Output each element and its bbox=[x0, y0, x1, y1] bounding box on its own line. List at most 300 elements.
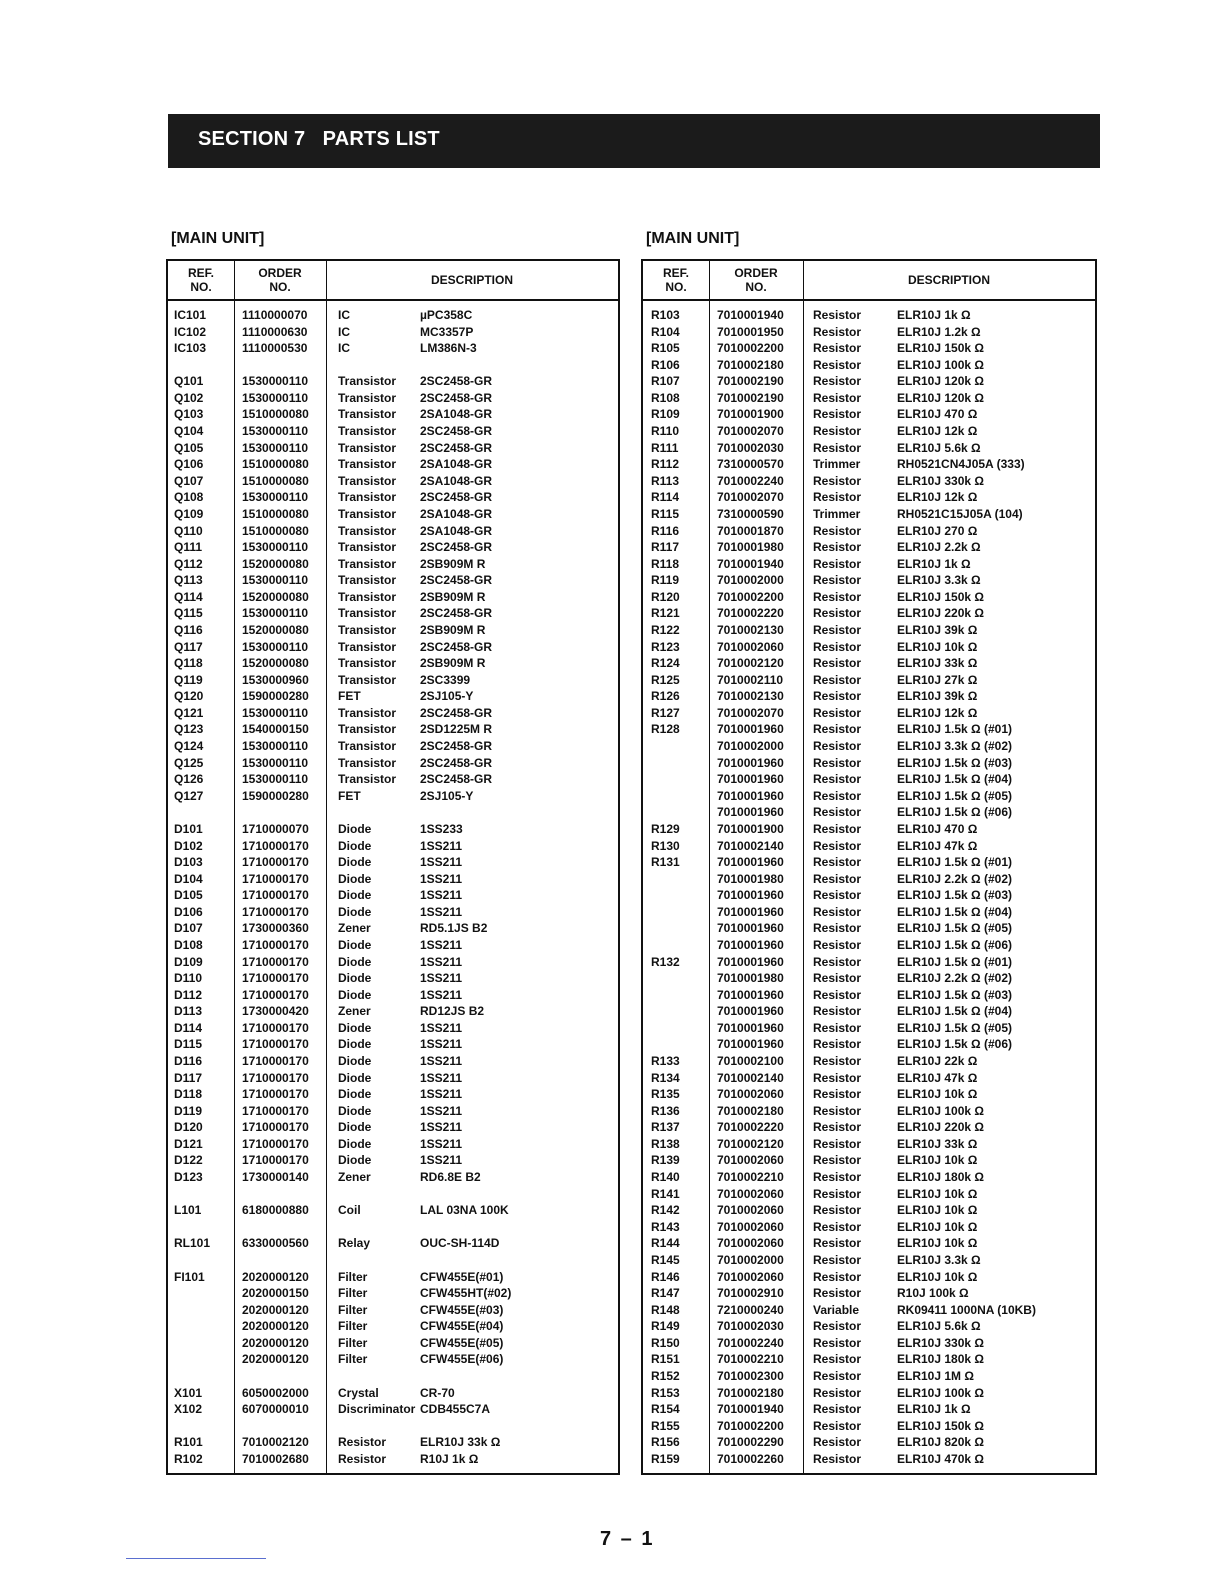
part-type: Resistor bbox=[813, 1070, 862, 1085]
table-row bbox=[168, 655, 618, 672]
order-no: 7210000240 bbox=[717, 1302, 784, 1317]
part-type: Resistor bbox=[813, 805, 862, 820]
rows bbox=[643, 307, 1095, 1467]
ref-no: FI101 bbox=[174, 1269, 205, 1284]
order-no: 7010002060 bbox=[717, 1219, 784, 1234]
order-no: 7010002200 bbox=[717, 1418, 784, 1433]
order-no: 1530000110 bbox=[242, 374, 309, 389]
part-value: 2SB909M R bbox=[420, 589, 486, 604]
order-no: 7010002000 bbox=[717, 739, 784, 754]
table-row bbox=[643, 672, 1095, 689]
part-value: CDB455C7A bbox=[420, 1402, 491, 1417]
table-row bbox=[168, 622, 618, 639]
table-row bbox=[168, 489, 618, 506]
part-value: ELR10J 12k Ω bbox=[897, 424, 978, 439]
ref-no: R101 bbox=[174, 1435, 203, 1450]
table-row bbox=[643, 655, 1095, 672]
ref-no: Q102 bbox=[174, 390, 204, 405]
part-type: Transistor bbox=[338, 390, 397, 405]
ref-no: X101 bbox=[174, 1385, 203, 1400]
part-type: Trimmer bbox=[813, 506, 861, 521]
table-row bbox=[168, 854, 618, 871]
table-row bbox=[168, 1169, 618, 1186]
order-no: 7010002240 bbox=[717, 1335, 784, 1350]
part-type: Resistor bbox=[813, 1402, 862, 1417]
part-value: RH0521CN4J05A (333) bbox=[897, 457, 1025, 472]
part-type: Resistor bbox=[813, 705, 862, 720]
ref-no: D121 bbox=[174, 1136, 203, 1151]
table-row bbox=[168, 1086, 618, 1103]
part-type: Resistor bbox=[813, 390, 862, 405]
table-row bbox=[168, 904, 618, 921]
part-type: Resistor bbox=[813, 473, 862, 488]
part-type: Resistor bbox=[813, 523, 862, 538]
table-row bbox=[643, 871, 1095, 888]
ref-no: D118 bbox=[174, 1087, 203, 1102]
table-row bbox=[643, 589, 1095, 606]
table-row bbox=[643, 1451, 1095, 1468]
ref-no: R117 bbox=[651, 540, 680, 555]
order-no: 7010002070 bbox=[717, 424, 784, 439]
part-type: Transistor bbox=[338, 424, 397, 439]
table-row bbox=[168, 821, 618, 838]
table-row bbox=[643, 622, 1095, 639]
part-value: 1SS211 bbox=[420, 838, 463, 853]
part-value: µPC358C bbox=[420, 308, 473, 322]
table-row bbox=[643, 1269, 1095, 1286]
ref-no: Q114 bbox=[174, 589, 203, 604]
table-row bbox=[168, 324, 618, 341]
part-value: MC3357P bbox=[420, 324, 474, 339]
part-value: 2SA1048-GR bbox=[420, 523, 493, 538]
part-value: ELR10J 1M Ω bbox=[897, 1369, 974, 1383]
table-row bbox=[168, 1136, 618, 1153]
table-row bbox=[168, 887, 618, 904]
part-type: Diode bbox=[338, 954, 372, 969]
part-value: ELR10J 1.5k Ω (#04) bbox=[897, 904, 1013, 919]
order-no: 7010002120 bbox=[717, 656, 784, 671]
part-type: IC bbox=[338, 308, 350, 322]
order-no: 1110000530 bbox=[242, 341, 308, 356]
part-value: CFW455HT(#02) bbox=[420, 1286, 512, 1301]
part-type: Resistor bbox=[813, 739, 862, 754]
order-no: 7010001960 bbox=[717, 937, 784, 952]
ref-no: D123 bbox=[174, 1170, 203, 1185]
order-no: 7010002060 bbox=[717, 1203, 784, 1218]
order-no: 7010002060 bbox=[717, 1186, 784, 1201]
order-no: 6180000880 bbox=[242, 1203, 309, 1218]
part-type: Crystal bbox=[338, 1385, 379, 1400]
section-title: SECTION 7 PARTS LIST bbox=[198, 128, 440, 150]
order-no: 1520000080 bbox=[242, 656, 309, 671]
ref-no: R150 bbox=[651, 1335, 680, 1350]
order-no: 1520000080 bbox=[242, 556, 309, 571]
part-type: Resistor bbox=[813, 821, 862, 836]
part-value: RK09411 1000NA (10KB) bbox=[897, 1302, 1036, 1317]
part-type: Resistor bbox=[813, 971, 862, 986]
part-value: ELR10J 5.6k Ω bbox=[897, 440, 981, 455]
order-no: 1710000170 bbox=[242, 1153, 309, 1168]
order-no: 1710000170 bbox=[242, 1087, 309, 1102]
ref-no: R149 bbox=[651, 1319, 680, 1334]
part-type: Resistor bbox=[813, 556, 862, 571]
ref-no: D108 bbox=[174, 937, 203, 952]
table-row bbox=[643, 572, 1095, 589]
part-value: ELR10J 10k Ω bbox=[897, 1269, 978, 1284]
part-type: Transistor bbox=[338, 573, 397, 588]
ref-no: Q107 bbox=[174, 473, 204, 488]
part-value: 1SS211 bbox=[420, 1070, 463, 1085]
table-row bbox=[643, 738, 1095, 755]
parts-table-right bbox=[641, 259, 1097, 1475]
part-value: 1SS211 bbox=[420, 954, 463, 969]
ref-no: R142 bbox=[651, 1203, 680, 1218]
ref-no: Q118 bbox=[174, 656, 203, 671]
part-type: Relay bbox=[338, 1236, 371, 1251]
table-row bbox=[643, 920, 1095, 937]
table-row bbox=[643, 506, 1095, 523]
order-no: 7010002070 bbox=[717, 490, 784, 505]
part-value: CFW455E(#06) bbox=[420, 1352, 504, 1367]
ref-no: D103 bbox=[174, 855, 203, 870]
order-no: 7010002210 bbox=[717, 1170, 784, 1185]
part-type: Resistor bbox=[813, 904, 862, 919]
order-no: 7010001960 bbox=[717, 1004, 784, 1019]
part-type: Resistor bbox=[813, 1136, 862, 1151]
part-type: Filter bbox=[338, 1335, 368, 1350]
ref-no-header: REF. NO. bbox=[662, 266, 689, 294]
table-row bbox=[643, 954, 1095, 971]
order-no: 1530000110 bbox=[242, 755, 309, 770]
order-no: 1710000170 bbox=[242, 888, 309, 903]
part-type: Transistor bbox=[338, 656, 397, 671]
table-row bbox=[643, 539, 1095, 556]
ref-no: Q125 bbox=[174, 755, 204, 770]
table-row bbox=[643, 1401, 1095, 1418]
table-row bbox=[643, 721, 1095, 738]
table-row bbox=[643, 456, 1095, 473]
part-type: Filter bbox=[338, 1352, 368, 1367]
part-value: 2SC3399 bbox=[420, 672, 471, 687]
table-row bbox=[168, 871, 618, 888]
table-row bbox=[643, 705, 1095, 722]
ref-no: R153 bbox=[651, 1385, 680, 1400]
order-no: 1710000170 bbox=[242, 987, 309, 1002]
table-row bbox=[643, 605, 1095, 622]
part-value: 1SS211 bbox=[420, 1020, 463, 1035]
part-type: Resistor bbox=[813, 1319, 862, 1334]
order-no: 1530000110 bbox=[242, 772, 309, 787]
part-type: Transistor bbox=[338, 772, 397, 787]
part-value: ELR10J 10k Ω bbox=[897, 1236, 978, 1251]
ref-no: X102 bbox=[174, 1402, 203, 1417]
ref-no: Q115 bbox=[174, 606, 203, 621]
ref-no: Q120 bbox=[174, 689, 204, 704]
part-value: ELR10J 22k Ω bbox=[897, 1054, 978, 1069]
part-type: Zener bbox=[338, 1004, 371, 1019]
order-no: 1530000110 bbox=[242, 540, 309, 555]
table-row bbox=[643, 1418, 1095, 1435]
table-row bbox=[168, 1451, 618, 1468]
ref-no: R156 bbox=[651, 1435, 680, 1450]
order-no: 1730000360 bbox=[242, 921, 309, 936]
part-value: CFW455E(#03) bbox=[420, 1302, 504, 1317]
part-value: 2SB909M R bbox=[420, 622, 486, 637]
ref-no: R159 bbox=[651, 1451, 680, 1466]
table-row bbox=[643, 1335, 1095, 1352]
ref-no: R123 bbox=[651, 639, 680, 654]
part-type: Transistor bbox=[338, 739, 397, 754]
part-type: Resistor bbox=[813, 987, 862, 1002]
table-row bbox=[168, 1285, 618, 1302]
part-value: ELR10J 270 Ω bbox=[897, 523, 978, 538]
part-type: Resistor bbox=[813, 407, 862, 422]
part-value: ELR10J 180k Ω bbox=[897, 1170, 985, 1185]
ref-no: R145 bbox=[651, 1252, 680, 1267]
order-no: 1730000420 bbox=[242, 1004, 309, 1019]
ref-no: R155 bbox=[651, 1418, 680, 1433]
ref-no: R137 bbox=[651, 1120, 680, 1135]
part-type: Diode bbox=[338, 1070, 372, 1085]
table-row bbox=[168, 1418, 618, 1435]
part-value: CFW455E(#04) bbox=[420, 1319, 504, 1334]
table-row bbox=[168, 1053, 618, 1070]
table-row bbox=[168, 639, 618, 656]
part-value: ELR10J 180k Ω bbox=[897, 1352, 985, 1367]
table-header bbox=[168, 261, 618, 301]
ref-no: R132 bbox=[651, 954, 680, 969]
table-row bbox=[168, 954, 618, 971]
part-value: ELR10J 120k Ω bbox=[897, 390, 985, 405]
ref-no: R108 bbox=[651, 390, 680, 405]
part-type: Resistor bbox=[813, 1004, 862, 1019]
part-type: Resistor bbox=[813, 1219, 862, 1234]
part-type: Resistor bbox=[813, 540, 862, 555]
ref-no: D109 bbox=[174, 954, 203, 969]
table-row bbox=[168, 572, 618, 589]
order-no: 7010002030 bbox=[717, 1319, 784, 1334]
table-row bbox=[168, 1252, 618, 1269]
order-no: 7010002060 bbox=[717, 1269, 784, 1284]
part-value: 2SA1048-GR bbox=[420, 506, 493, 521]
order-no: 1710000170 bbox=[242, 1037, 309, 1052]
part-type: Resistor bbox=[813, 937, 862, 952]
part-type: Coil bbox=[338, 1203, 361, 1218]
part-value: CFW455E(#01) bbox=[420, 1269, 504, 1284]
ref-no: L101 bbox=[174, 1203, 202, 1218]
parts-table-left bbox=[166, 259, 620, 1475]
order-no: 7010002220 bbox=[717, 1120, 784, 1135]
part-type: Resistor bbox=[813, 888, 862, 903]
table-row bbox=[168, 539, 618, 556]
ref-no: R126 bbox=[651, 689, 680, 704]
part-type: Transistor bbox=[338, 506, 397, 521]
part-type: Resistor bbox=[813, 1352, 862, 1367]
ref-no: R121 bbox=[651, 606, 680, 621]
part-type: Resistor bbox=[813, 424, 862, 439]
description-header: DESCRIPTION bbox=[907, 273, 990, 287]
ref-no: R112 bbox=[651, 457, 680, 472]
order-no: 6050002000 bbox=[242, 1385, 309, 1400]
part-value: ELR10J 470 Ω bbox=[897, 821, 978, 836]
table-row bbox=[643, 854, 1095, 871]
table-row bbox=[643, 804, 1095, 821]
part-value: ELR10J 1k Ω bbox=[897, 308, 971, 322]
page-number: 7 – 1 bbox=[600, 1528, 655, 1550]
ref-no: R124 bbox=[651, 656, 680, 671]
footer-rule bbox=[126, 1558, 266, 1559]
order-no: 7010001960 bbox=[717, 855, 784, 870]
part-value: 1SS211 bbox=[420, 888, 463, 903]
table-row bbox=[643, 307, 1095, 324]
ref-no: Q105 bbox=[174, 440, 204, 455]
part-type: Resistor bbox=[813, 308, 862, 322]
part-value: ELR10J 120k Ω bbox=[897, 374, 985, 389]
part-type: Resistor bbox=[813, 755, 862, 770]
part-type: Filter bbox=[338, 1302, 368, 1317]
table-row bbox=[643, 1053, 1095, 1070]
part-type: Resistor bbox=[813, 1451, 862, 1466]
ref-no: R139 bbox=[651, 1153, 680, 1168]
part-type: FET bbox=[338, 788, 361, 803]
ref-no: Q112 bbox=[174, 556, 203, 571]
table-row bbox=[168, 1119, 618, 1136]
ref-no: R122 bbox=[651, 622, 680, 637]
ref-no: D114 bbox=[174, 1020, 203, 1035]
order-no: 7010001960 bbox=[717, 954, 784, 969]
part-type: Resistor bbox=[813, 341, 862, 356]
part-type: Transistor bbox=[338, 606, 397, 621]
table-row bbox=[168, 771, 618, 788]
ref-no: IC102 bbox=[174, 324, 207, 339]
part-type: IC bbox=[338, 341, 350, 356]
ref-no: R107 bbox=[651, 374, 680, 389]
part-value: 2SC2458-GR bbox=[420, 606, 493, 621]
part-value: ELR10J 33k Ω bbox=[897, 656, 978, 671]
ref-no: Q123 bbox=[174, 722, 204, 737]
table-row bbox=[643, 1119, 1095, 1136]
ref-no: Q101 bbox=[174, 374, 204, 389]
part-value: ELR10J 10k Ω bbox=[897, 639, 978, 654]
order-no: 7010001960 bbox=[717, 921, 784, 936]
part-value: ELR10J 1.5k Ω (#04) bbox=[897, 1004, 1013, 1019]
order-no: 1710000170 bbox=[242, 954, 309, 969]
part-value: 2SC2458-GR bbox=[420, 639, 493, 654]
order-no: 1710000170 bbox=[242, 1054, 309, 1069]
order-no: 7010002140 bbox=[717, 838, 784, 853]
part-type: Diode bbox=[338, 1153, 372, 1168]
order-no: 2020000120 bbox=[242, 1319, 309, 1334]
section-header-bar bbox=[168, 114, 1100, 168]
order-no: 1510000080 bbox=[242, 506, 309, 521]
order-no: 1710000170 bbox=[242, 1020, 309, 1035]
part-type: Transistor bbox=[338, 523, 397, 538]
part-type: Diode bbox=[338, 971, 372, 986]
ref-no: R143 bbox=[651, 1219, 680, 1234]
order-no: 7010002680 bbox=[242, 1451, 309, 1466]
table-row bbox=[643, 390, 1095, 407]
part-type: Discriminator bbox=[338, 1402, 416, 1417]
part-type: Filter bbox=[338, 1319, 368, 1334]
table-row bbox=[643, 556, 1095, 573]
table-row bbox=[643, 821, 1095, 838]
ref-no: D110 bbox=[174, 971, 203, 986]
part-type: Resistor bbox=[813, 1203, 862, 1218]
table-row bbox=[643, 1219, 1095, 1236]
part-value: ELR10J 5.6k Ω bbox=[897, 1319, 981, 1334]
part-value: 1SS211 bbox=[420, 1087, 463, 1102]
table-row bbox=[643, 1235, 1095, 1252]
order-no: 7010002130 bbox=[717, 622, 784, 637]
part-value: 2SC2458-GR bbox=[420, 424, 493, 439]
part-type: Resistor bbox=[813, 772, 862, 787]
part-value: 1SS211 bbox=[420, 1153, 463, 1168]
ref-no: R146 bbox=[651, 1269, 680, 1284]
table-row bbox=[643, 1302, 1095, 1319]
table-row bbox=[643, 1086, 1095, 1103]
part-type: Diode bbox=[338, 1020, 372, 1035]
table-row bbox=[643, 887, 1095, 904]
part-type: FET bbox=[338, 689, 361, 704]
ref-no: R104 bbox=[651, 324, 680, 339]
order-no: 2020000150 bbox=[242, 1286, 309, 1301]
table-row bbox=[643, 1285, 1095, 1302]
part-value: ELR10J 10k Ω bbox=[897, 1087, 978, 1102]
part-type: Resistor bbox=[813, 1435, 862, 1450]
part-value: ELR10J 1.2k Ω bbox=[897, 324, 981, 339]
table-row bbox=[643, 473, 1095, 490]
table-row bbox=[643, 1434, 1095, 1451]
part-type: Resistor bbox=[338, 1435, 387, 1450]
part-type: Resistor bbox=[813, 1087, 862, 1102]
ref-no: R120 bbox=[651, 589, 680, 604]
table-row bbox=[168, 987, 618, 1004]
part-value: 2SC2458-GR bbox=[420, 390, 493, 405]
order-no: 7310000590 bbox=[717, 506, 784, 521]
part-type: Resistor bbox=[813, 838, 862, 853]
part-value: 2SJ105-Y bbox=[420, 788, 474, 803]
part-type: Resistor bbox=[813, 1269, 862, 1284]
table-row bbox=[168, 755, 618, 772]
order-no: 7010001980 bbox=[717, 540, 784, 555]
ref-no: Q117 bbox=[174, 639, 203, 654]
ref-no: R106 bbox=[651, 357, 680, 372]
part-type: Resistor bbox=[813, 573, 862, 588]
order-no: 7010002210 bbox=[717, 1352, 784, 1367]
part-value: ELR10J 330k Ω bbox=[897, 473, 985, 488]
ref-no: D107 bbox=[174, 921, 203, 936]
part-value: R10J 100k Ω bbox=[897, 1286, 969, 1301]
table-row bbox=[168, 1219, 618, 1236]
ref-no: Q111 bbox=[174, 540, 203, 555]
part-value: 2SC2458-GR bbox=[420, 772, 493, 787]
part-type: Resistor bbox=[813, 788, 862, 803]
order-no: 1530000110 bbox=[242, 424, 309, 439]
part-value: R10J 1k Ω bbox=[420, 1451, 479, 1466]
ref-no: IC101 bbox=[174, 308, 207, 322]
part-value: RH0521C15J05A (104) bbox=[897, 506, 1023, 521]
part-value: ELR10J 100k Ω bbox=[897, 1385, 985, 1400]
part-type: Resistor bbox=[813, 1369, 862, 1383]
ref-no: R110 bbox=[651, 424, 680, 439]
part-value: 1SS233 bbox=[420, 821, 463, 836]
ref-no: D122 bbox=[174, 1153, 203, 1168]
part-type: Resistor bbox=[813, 1286, 862, 1301]
order-no: 1510000080 bbox=[242, 407, 309, 422]
ref-no: R136 bbox=[651, 1103, 680, 1118]
ref-no: R140 bbox=[651, 1170, 680, 1185]
table-row bbox=[168, 423, 618, 440]
